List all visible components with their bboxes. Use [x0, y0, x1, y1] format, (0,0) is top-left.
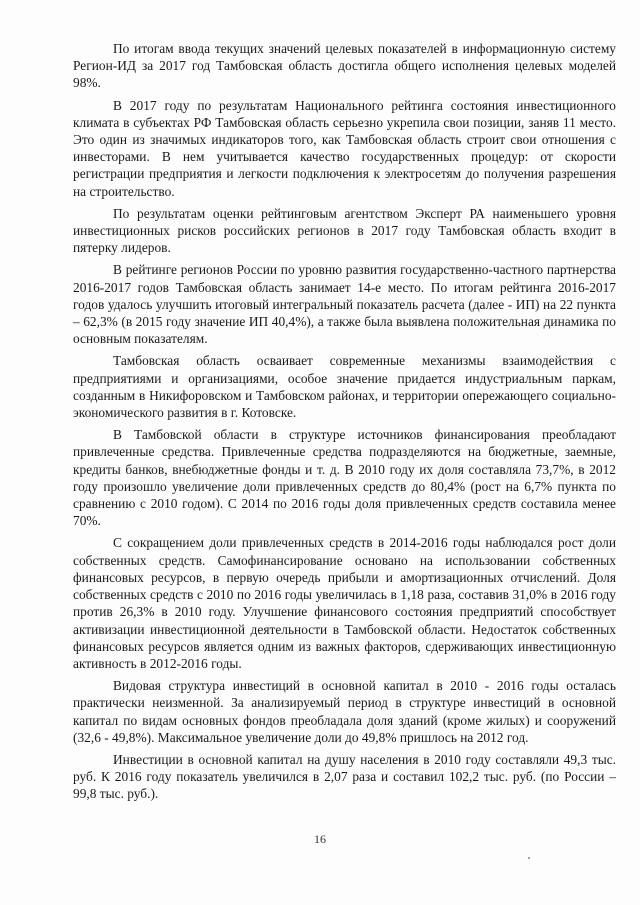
paragraph: В 2017 году по результатам Национального рейтинга состояния инвестиционного климата в субъектах РФ Тамбовская область серьезно укрепила свои позиции, заняв 11 место. Это один из значимых индикаторов того, как Тамбовская область строит свои отношения с инвесторами. В нем учитывается качество государственных процедур: от скорости регистрации предприятия и легкости подключения к электросетям до получения разрешения на строительство.: [73, 97, 616, 199]
document-body: [73, 40, 616, 803]
paragraph: Инвестиции в основной капитал на душу населения в 2010 году составляли 49,3 тыс. руб. К 2016 году показатель увеличился в 2,07 раза и составил 102,2 тыс. руб. (по России – 99,8 тыс. руб.).: [73, 751, 616, 802]
paragraph: Видовая структура инвестиций в основной капитал в 2010 - 2016 годы осталась практически неизменной. За анализируемый период в структуре инвестиций в основной капитал по видам основных фондов преобладала доля зданий (кроме жилых) и сооружений (32,6 - 49,8%). Максимальное увеличение доли до 49,8% пришлось на 2012 год.: [73, 678, 616, 745]
paragraph: С сокращением доли привлеченных средств в 2014-2016 годы наблюдался рост доли собственных средств. Самофинансирование основано на использовании собственных финансовых ресурсов, в первую очередь прибыли и амортизационных отчислений. Доля собственных средств с 2010 по 2016 годы увеличилась в 1,18 раза, составив 31,0% в 2016 году против 26,3% в 2010 году. Улучшение финансового состояния предприятий способствует активизации инвестиционной деятельности в Тамбовской области. Недостаток собственных финансовых ресурсов является одним из важных факторов, сдерживающих инвестиционную активность в 2012-2016 годы.: [73, 535, 616, 671]
paragraph: По результатам оценки рейтинговым агентством Эксперт РА наименьшего уровня инвестиционных рисков российских регионов в 2017 году Тамбовская область входит в пятерку лидеров.: [73, 205, 616, 256]
paragraph: По итогам ввода текущих значений целевых показателей в информационную систему Регион-ИД за 2017 год Тамбовская область достигла общего исполнения целевых моделей 98%.: [73, 41, 616, 91]
paragraph: Тамбовская область осваивает современные механизмы взаимодействия с предприятиями и организациями, особое значение придается индустриальным паркам, созданным в Никифоровском и Тамбовском районах, и территории опережающего социально- экономического развития в г. Котовске.: [73, 353, 616, 421]
paragraph: В Тамбовской области в структуре источников финансирования преобладают привлеченные средства. Привлеченные средства подразделяются на бюджетные, заемные, кредиты банков, внебюджетные фонды и т. д. В 2010 году их доля составляла 73,7%, в 2012 году произошло увеличение доли привлеченных средств до 80,4% (рост на 6,7% пункта по сравнению с 2010 годом). С 2014 по 2016 годы доля привлеченных средств составила менее 70%.: [73, 427, 616, 529]
page-number: 16: [314, 832, 326, 846]
scan-speck: [528, 857, 530, 859]
paragraph: В рейтинге регионов России по уровню развития государственно-частного партнерства 2016-2017 годов Тамбовская область занимает 14-е место. По итогам рейтинга 2016-2017 годов удалось улучшить итоговый интегральный показатель расчета (далее - ИП) на 22 пункта – 62,3% (в 2015 году значение ИП 40,4%), а также была выявлена положительная динамика по основным показателям.: [73, 262, 616, 347]
